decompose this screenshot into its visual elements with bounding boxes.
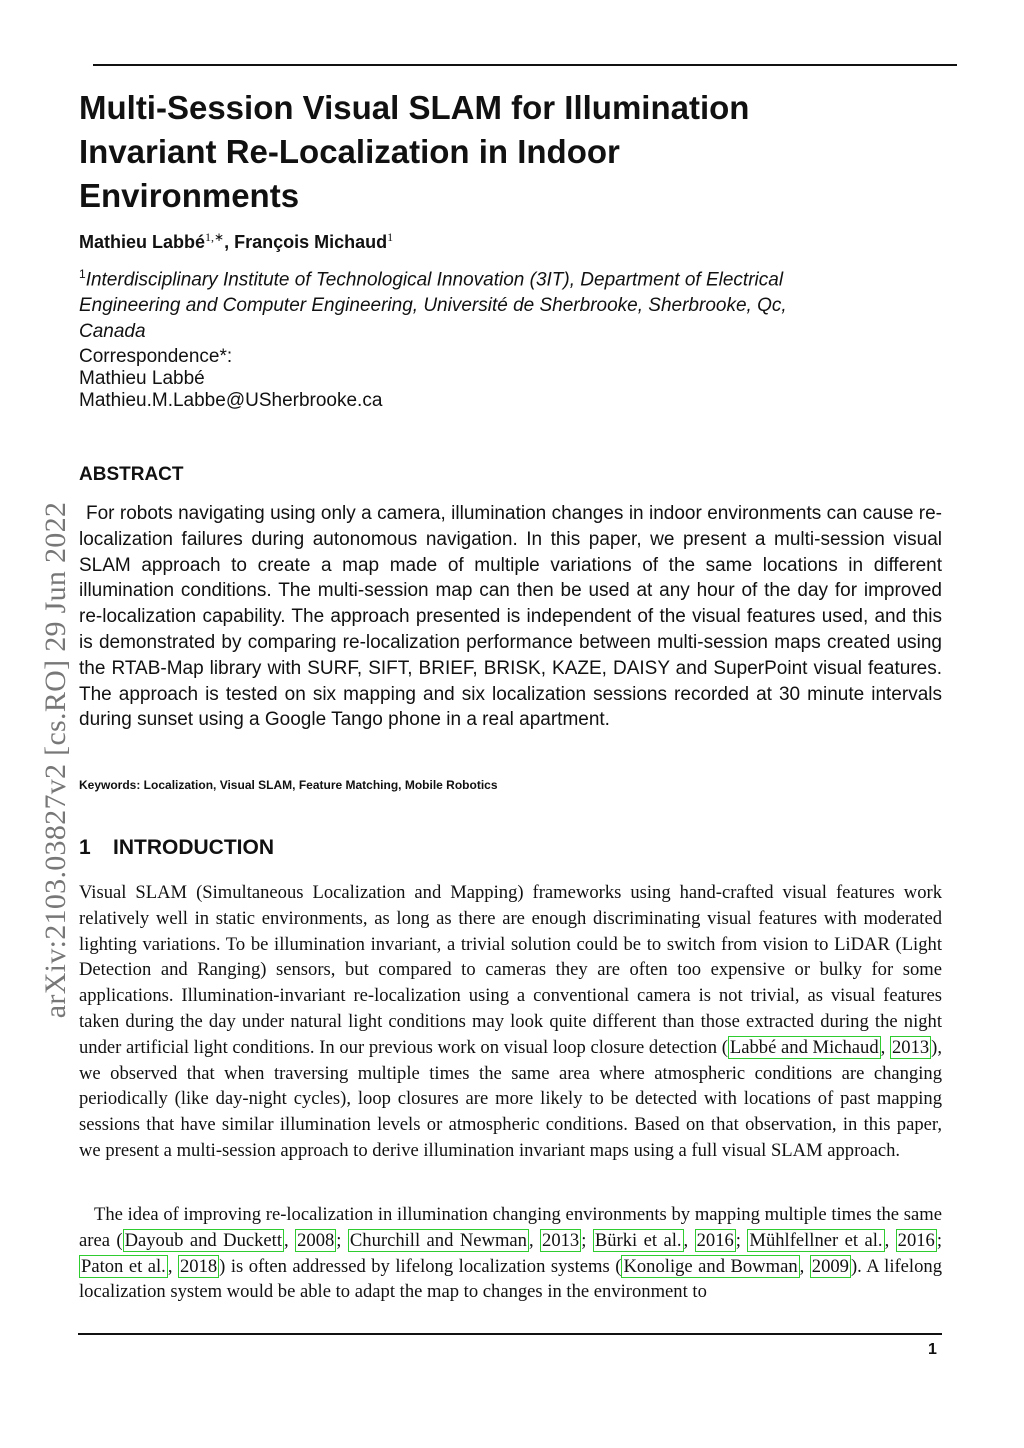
section-heading: [79, 836, 274, 860]
paper-title: Multi-Session Visual SLAM for Illumination Invariant Re-Localization in Indoor Environments: [79, 89, 750, 214]
abstract-heading: ABSTRACT: [79, 464, 184, 485]
citation-year-link[interactable]: 2009: [811, 1255, 849, 1277]
text-run: The idea of improving re-localization in illumination changing environments by mapping multiple times the same area (: [79, 1204, 942, 1251]
citation-link[interactable]: Paton et al.: [81, 1255, 166, 1277]
citation-link[interactable]: Mühlfellner et al.: [749, 1229, 883, 1251]
citation-year-link[interactable]: 2013: [542, 1229, 580, 1251]
citation-year-link[interactable]: 2008: [297, 1229, 335, 1251]
keywords: Keywords: Localization, Visual SLAM, Feature Matching, Mobile Robotics: [79, 778, 498, 792]
author-list: [79, 230, 393, 253]
citation-link[interactable]: Konolige and Bowman: [623, 1255, 798, 1277]
text-run: Visual SLAM (Simultaneous Localization and Mapping) frameworks using hand-crafted visual features work relatively well in static environments, as long as there are enough discriminating visual features with moderated lighting variations. To be illumination invariant, a trivial solution could be to switch from vision to LiDAR (Light Detection and Ranging) sensors, but compared to cameras they are often too expensive or bulky for some applications. Illumination-invariant re-localization using a conventional camera is not trivial, as visual features taken during the day under natural light conditions may look quite different than those extracted during the night under artificial light conditions. In our previous work on visual loop closure detection (: [79, 882, 942, 1058]
author-name: François Michaud: [234, 232, 388, 252]
section-title: INTRODUCTION: [113, 836, 274, 859]
correspondence-label: Correspondence*:: [79, 346, 233, 367]
citation-link[interactable]: Labbé and Michaud: [729, 1036, 879, 1058]
correspondence-block: [79, 346, 382, 412]
citation-link[interactable]: Dayoub and Duckett: [124, 1229, 283, 1251]
citation-link[interactable]: Bürki et al.: [594, 1229, 682, 1251]
section-number: 1: [79, 836, 91, 859]
author-affiliation-mark: 1,∗: [205, 230, 225, 244]
author-separator: ,: [224, 232, 235, 252]
intro-paragraph-2: The idea of improving re-localization in illumination changing environments by mapping multiple times the same area ( Dayoub and Duckett , 2008 ; Churchill and Newman , 2013 ; Bürki et al. , 2016 ; Mühlfellner et al. , 2016 ; Paton et al. , 2018 ) is often addressed by lifelong localization systems ( Konolige and Bowman , 2009 ). A lifelong localization system would be able to adapt the map to changes in the environment to: [79, 1204, 942, 1303]
arxiv-identifier[interactable]: arXiv:2103.03827v2 [cs.RO] 29 Jun 2022: [39, 501, 72, 1019]
citation-link[interactable]: Churchill and Newman: [349, 1229, 527, 1251]
text-run: ), we observed that when traversing multiple times the same area where atmospheric conditions are changing periodically (like day-night cycles), loop closures are more likely to be detected with locations of past mapping sessions that have similar illumination levels or atmospheric conditions. Based on that observation, in this paper, we present a multi-session approach to derive illumination invariant maps using a full visual SLAM approach.: [79, 1036, 942, 1161]
affiliation-text: Interdisciplinary Institute of Technological Innovation (3IT), Department of Electrical Engineering and Computer Engineering, Université de Sherbrooke, Sherbrooke, Qc, Canada: [79, 269, 787, 343]
intro-paragraph-1: Visual SLAM (Simultaneous Localization and Mapping) frameworks using hand-crafted visual features work relatively well in static environments, as long as there are enough discriminating visual features with moderated lighting variations. To be illumination invariant, a trivial solution could be to switch from vision to LiDAR (Light Detection and Ranging) sensors, but compared to cameras they are often too expensive or bulky for some applications. Illumination-invariant re-localization using a conventional camera is not trivial, as visual features taken during the day under natural light conditions may look quite different than those extracted during the night under artificial light conditions. In our previous work on visual loop closure detection ( Labbé and Michaud , 2013 ), we observed that when traversing multiple times the same area where atmospheric conditions are changing periodically (like day-night cycles), loop closures are more likely to be detected with locations of past mapping sessions that have similar illumination levels or atmospheric conditions. Based on that observation, in this paper, we present a multi-session approach to derive illumination invariant maps using a full visual SLAM approach.: [79, 882, 942, 1161]
text-run: ) is often addressed by lifelong localization systems (: [219, 1255, 622, 1277]
author-name: Mathieu Labbé: [79, 232, 206, 252]
abstract-text: [79, 501, 942, 733]
citation-year-link[interactable]: 2013: [891, 1036, 930, 1058]
author-affiliation-mark: 1: [387, 230, 394, 244]
correspondence-name: Mathieu Labbé: [79, 368, 205, 389]
affiliation: [79, 261, 839, 345]
footer-rule: [78, 1333, 942, 1335]
correspondence-email[interactable]: Mathieu.M.Labbe@USherbrooke.ca: [79, 390, 383, 411]
citation-year-link[interactable]: 2018: [179, 1255, 218, 1277]
abstract-body: For robots navigating using only a camera, illumination changes in indoor environments can cause re-localization failures during autonomous navigation. In this paper, we present a multi-session visual SLAM approach to create a map made of multiple variations of the same locations in different illumination conditions. The multi-session map can then be used at any hour of the day for improved re-localization capability. The approach presented is independent of the visual features used, and this is demonstrated by comparing re-localization performance between multi-session maps created using the RTAB-Map library with SURF, SIFT, BRIEF, BRISK, KAZE, DAISY and SuperPoint visual features. The approach is tested on six mapping and six localization sessions recorded at 30 minute intervals during sunset using a Google Tango phone in a real apartment.: [79, 503, 942, 731]
citation-year-link[interactable]: 2016: [897, 1229, 935, 1251]
page-number: 1: [928, 1341, 937, 1358]
top-rule: [93, 64, 957, 66]
text-run: ). A lifelong localization system would be able to adapt the map to changes in the environment to: [79, 1255, 942, 1303]
affiliation-mark: 1: [79, 267, 86, 281]
citation-year-link[interactable]: 2016: [696, 1229, 734, 1251]
